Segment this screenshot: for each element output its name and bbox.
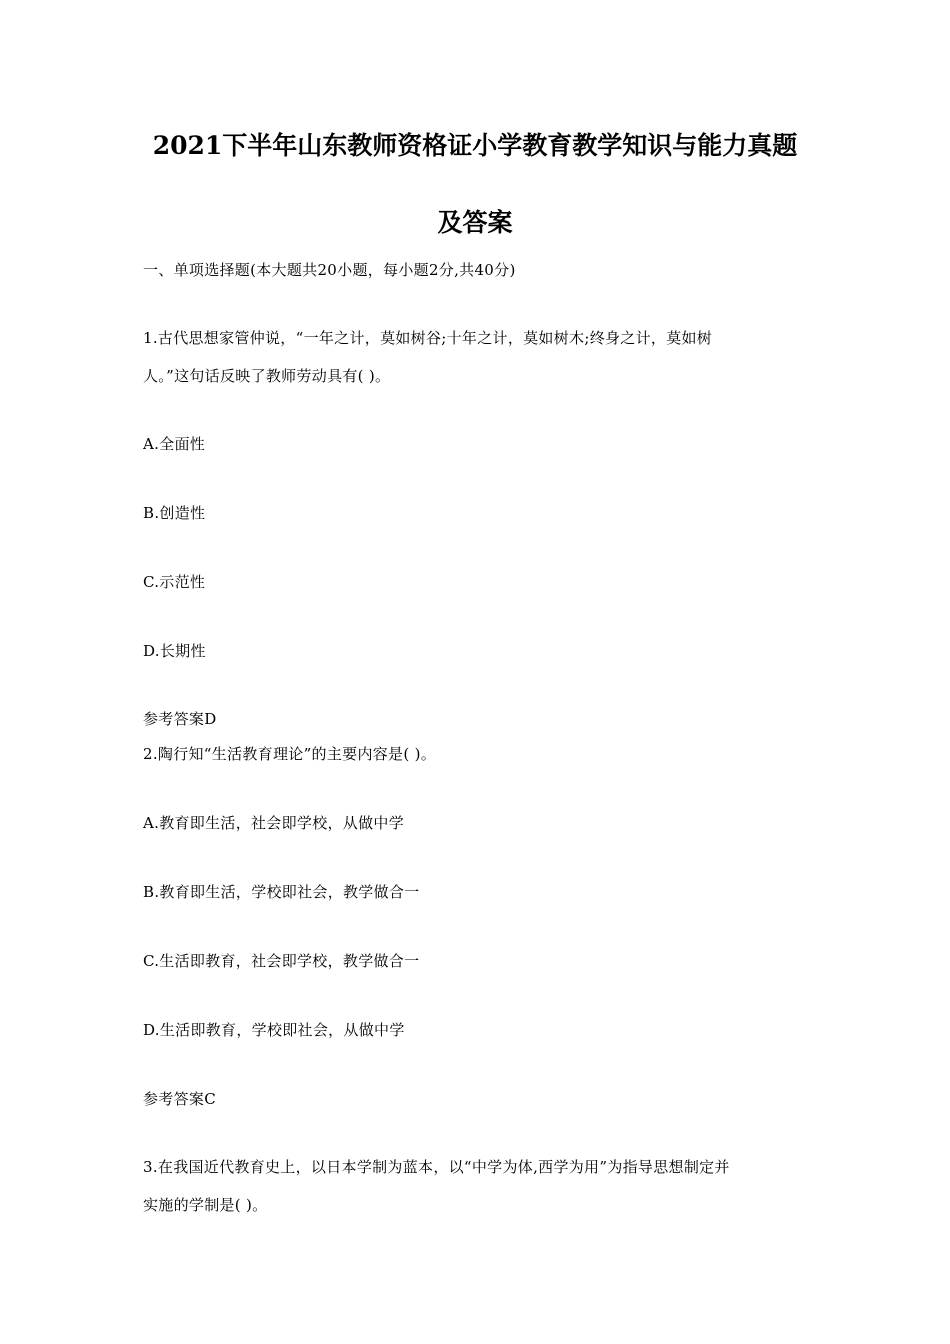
section-heading: 一、单项选择题(本大题共20小题，每小题2分,共40分) (143, 261, 516, 279)
question-2-option-a: A.教育即生活，社会即学校，从做中学 (143, 814, 405, 832)
question-2-option-c: C.生活即教育，社会即学校，教学做合一 (143, 952, 420, 970)
question-2-answer: 参考答案C (143, 1090, 216, 1108)
question-2-stem-line-1: 2.陶行知“生活教育理论”的主要内容是( )。 (143, 745, 437, 763)
question-1-option-c: C.示范性 (143, 573, 206, 591)
question-1-answer: 参考答案D (143, 710, 217, 728)
question-2-option-b: B.教育即生活，学校即社会，教学做合一 (143, 883, 420, 901)
question-1-option-d: D.长期性 (143, 642, 206, 660)
question-1-stem-line-2: 人。”这句话反映了教师劳动具有( )。 (143, 367, 391, 385)
question-2-option-d: D.生活即教育，学校即社会，从做中学 (143, 1021, 405, 1039)
document-title-line-2: 及答案 (437, 208, 513, 237)
question-1-option-a: A.全面性 (143, 435, 206, 453)
question-1-option-b: B.创造性 (143, 504, 206, 522)
question-3-stem-line-1: 3.在我国近代教育史上，以日本学制为蓝本，以“中学为体,西学为用”为指导思想制定并 (143, 1158, 730, 1176)
question-3-stem-line-2: 实施的学制是( )。 (143, 1196, 268, 1214)
document-title-line-1: 2021下半年山东教师资格证小学教育教学知识与能力真题 (152, 131, 798, 160)
question-1-stem-line-1: 1.古代思想家管仲说，“一年之计，莫如树谷;十年之计，莫如树木;终身之计，莫如树 (143, 329, 713, 347)
